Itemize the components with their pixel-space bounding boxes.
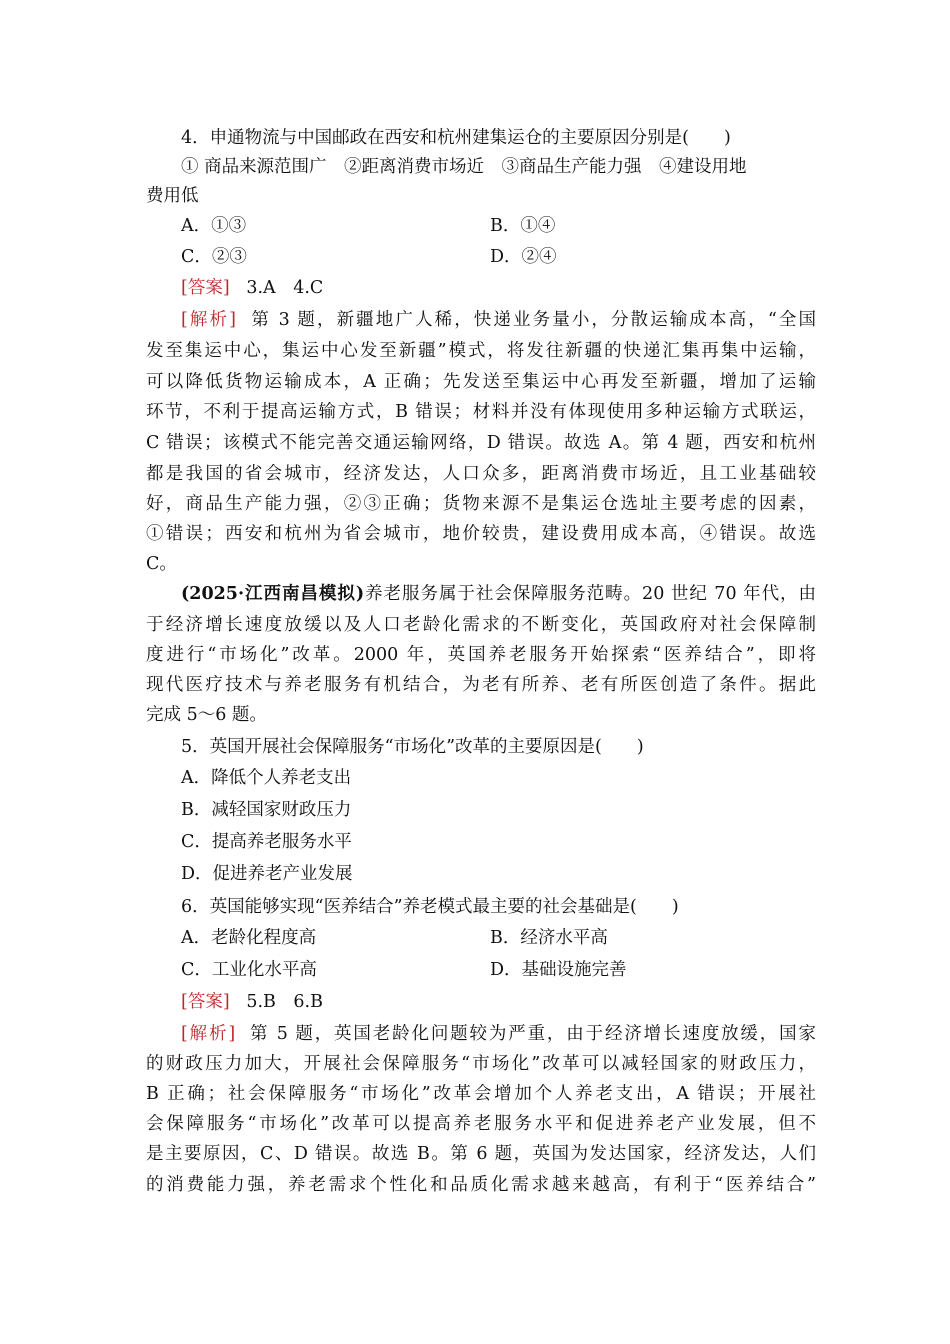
explanation-tag: [解析] [181,1024,236,1044]
q5-option-b: B．减轻国家财政压力 [181,800,352,820]
answer-tag: [答案] [181,278,230,298]
material-line: 于经济增长速度放缓以及人口老龄化需求的不断变化，英国政府对社会保障制 [146,615,816,635]
explanation-3-4-line: C 错误；该模式不能完善交通运输网络，D 错误。故选 A。第 4 题，西安和杭州 [146,433,816,453]
explanation-first-text: 第 3 题，新疆地广人稀，快递业务量小，分散运输成本高，“全国 [251,310,816,330]
material-line: 完成 5～6 题。 [146,705,267,725]
explanation-3-4-line: 发至集运中心，集运中心发至新疆”模式，将发往新疆的快递汇集再集中运输， [146,341,816,361]
q6-option-a: A．老龄化程度高 [181,928,317,948]
q5-option-c: C．提高养老服务水平 [181,832,352,852]
q5-stem: 5．英国开展社会保障服务“市场化”改革的主要原因是( ) [181,737,644,757]
explanation-5-6-line: 是主要原因，C、D 错误。故选 B。第 6 题，英国为发达国家，经济发达，人们 [146,1144,816,1164]
q4-option-a: A．①③ [181,216,247,236]
explanation-3-4-line: 好，商品生产能力强，②③正确；货物来源不是集运仓选址主要考虑的因素， [146,494,816,514]
q6-option-d: D．基础设施完善 [490,960,627,980]
q4-factors-line1: ① 商品来源范围广 ②距离消费市场近 ③商品生产能力强 ④建设用地 [181,157,747,177]
answer-text: 3.A 4.C [246,278,324,298]
explanation-5-6-line: 的财政压力加大，开展社会保障服务“市场化”改革可以减轻国家的财政压力， [146,1054,816,1074]
explanation-5-6-line: B 正确；社会保障服务“市场化”改革会增加个人养老支出，A 错误；开展社 [146,1084,816,1104]
q4-stem: 4．申通物流与中国邮政在西安和杭州建集运仓的主要原因分别是( ) [181,128,731,148]
material-line: 现代医疗技术与养老服务有机结合，为老有所养、老有所医创造了条件。据此 [146,675,816,695]
q4-option-b: B．①④ [490,216,556,236]
explanation-5-6-line: 的消费能力强，养老需求个性化和品质化需求越来越高，有利于“医养结合” [146,1175,816,1195]
explanation-3-4-line: C。 [146,554,177,574]
q6-option-b: B．经济水平高 [490,928,608,948]
answer-5-6 [181,990,816,1014]
explanation-tag: [解析] [181,310,236,330]
explanation-3-4-line: ①错误；西安和杭州为省会城市，地价较贵，建设费用成本高，④错误。故选 [146,524,816,544]
answer-tag: [答案] [181,992,230,1012]
q6-stem: 6．英国能够实现“医养结合”养老模式最主要的社会基础是( ) [181,897,679,917]
q6-option-c: C．工业化水平高 [181,960,317,980]
explanation-3-4-line: 环节，不利于提高运输方式，B 错误；材料并没有体现使用多种运输方式联运， [146,402,816,422]
q4-factors-line2: 费用低 [146,186,199,206]
q5-option-a: A．降低个人养老支出 [181,768,352,788]
explanation-3-4-first [181,308,816,332]
material-first-text: 养老服务属于社会保障服务范畴。20 世纪 70 年代，由 [364,584,817,604]
explanation-5-6-first [181,1022,816,1046]
material-source: (2025·江西南昌模拟) [181,584,365,604]
explanation-3-4-line: 都是我国的省会城市，经济发达，人口众多，距离消费市场近，且工业基础较 [146,464,816,484]
material-line: 度进行“市场化”改革。2000 年，英国养老服务开始探索“医养结合”，即将 [146,645,816,665]
material-first [181,582,816,606]
answer-3-4 [181,276,816,300]
q4-option-c: C．②③ [181,247,247,267]
explanation-5-6-line: 会保障服务“市场化”改革可以提高养老服务水平和促进养老产业发展，但不 [146,1114,816,1134]
answer-text: 5.B 6.B [246,992,323,1012]
q4-option-d: D．②④ [490,247,557,267]
explanation-3-4-line: 可以降低货物运输成本，A 正确；先发送至集运中心再发至新疆，增加了运输 [146,372,816,392]
explanation-first-text: 第 5 题，英国老龄化问题较为严重，由于经济增长速度放缓，国家 [250,1024,816,1044]
q5-option-d: D．促进养老产业发展 [181,864,353,884]
